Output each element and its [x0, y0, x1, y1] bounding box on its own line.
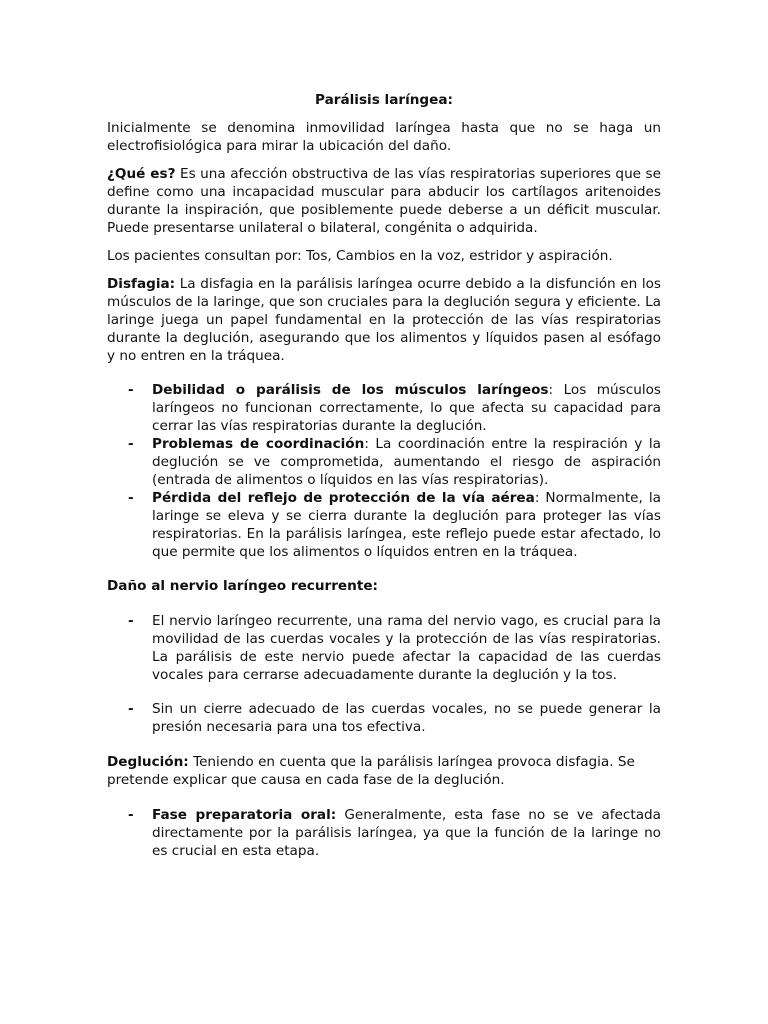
que-es-text: Es una afección obstructiva de las vías respiratorias superiores que se define como una incapacidad muscular para abducir los cartílagos aritenoides durante la inspiración, que posiblemente puede deberse a un déficit muscular. Puede presentarse unilateral o bilateral, congénita o adquirida. — [107, 166, 661, 236]
bullet-dash: - — [128, 701, 134, 717]
bullet-dash: - — [128, 436, 134, 452]
bullet-dash: - — [128, 613, 134, 629]
bullet-label: Debilidad o parálisis de los músculos laríngeos — [152, 382, 549, 398]
document-body — [107, 91, 661, 860]
list-item — [107, 700, 661, 736]
pacientes-paragraph: Los pacientes consultan por: Tos, Cambios en la voz, estridor y aspiración. — [107, 248, 613, 264]
bullet-label: Fase preparatoria oral: — [152, 807, 337, 823]
fase-bullet-list — [107, 806, 661, 860]
disfagia-text: La disfagia en la parálisis laríngea ocurre debido a la disfunción en los músculos de la laringe, que son cruciales para la deglución segura y eficiente. La laringe juega un papel fundamental en la protección de las vías respiratorias durante la deglución, asegurando que los alimentos y líquidos pasen al esófago y no entren en la tráquea. — [107, 276, 661, 364]
list-item — [107, 435, 661, 489]
deglucion-label: Deglución: — [107, 754, 189, 770]
bullet-text: Sin un cierre adecuado de las cuerdas vocales, no se puede generar la presión necesaria para una tos efectiva. — [152, 701, 661, 735]
bullet-label: Pérdida del reflejo de protección de la vía aérea — [152, 490, 535, 506]
nervio-bullet-list — [107, 612, 661, 736]
bullet-text: : Los músculos laríngeos no funcionan correctamente, lo que afecta su capacidad para cerrar las vías respiratorias durante la deglución. — [152, 382, 661, 434]
list-item — [107, 489, 661, 561]
intro-paragraph: Inicialmente se denomina inmovilidad laríngea hasta que no se haga un electrofisiológica para mirar la ubicación del daño. — [107, 120, 661, 154]
bullet-text: : Normalmente, la laringe se eleva y se cierra durante la deglución para proteger las vías respiratorias. En la parálisis laríngea, este reflejo puede estar afectado, lo que permite que los alimentos o líquidos entren en la tráquea. — [152, 490, 661, 560]
nervio-heading: Daño al nervio laríngeo recurrente: — [107, 578, 378, 594]
disfagia-paragraph — [107, 275, 661, 365]
bullet-dash: - — [128, 382, 134, 398]
bullet-dash: - — [128, 807, 134, 823]
deglucion-text: Teniendo en cuenta que la parálisis laríngea provoca disfagia. Se pretende explicar que causa en cada fase de la deglución. — [107, 754, 635, 788]
deglucion-paragraph — [107, 753, 661, 789]
bullet-text: El nervio laríngeo recurrente, una rama del nervio vago, es crucial para la movilidad de las cuerdas vocales y la protección de las vías respiratorias. La parálisis de este nervio puede afectar la capacidad de las cuerdas vocales para cerrarse adecuadamente durante la deglución y la tos. — [152, 613, 661, 683]
bullet-dash: - — [128, 490, 134, 506]
bullet-text: : La coordinación entre la respiración y la deglución se ve comprometida, aumentando el riesgo de aspiración (entrada de alimentos o líquidos en las vías respiratorias). — [152, 436, 661, 488]
list-item — [107, 806, 661, 860]
bullet-label: Problemas de coordinación — [152, 436, 365, 452]
que-es-paragraph — [107, 165, 661, 237]
list-item — [107, 612, 661, 684]
disfagia-label: Disfagia: — [107, 276, 176, 292]
document-title: Parálisis laríngea: — [315, 92, 453, 108]
bullet-text: Generalmente, esta fase no se ve afectada directamente por la parálisis laríngea, ya que la función de la laringe no es crucial en esta etapa. — [152, 807, 661, 859]
disfagia-bullet-list — [107, 381, 661, 561]
que-es-label: ¿Qué es? — [107, 166, 176, 182]
list-item — [107, 381, 661, 435]
